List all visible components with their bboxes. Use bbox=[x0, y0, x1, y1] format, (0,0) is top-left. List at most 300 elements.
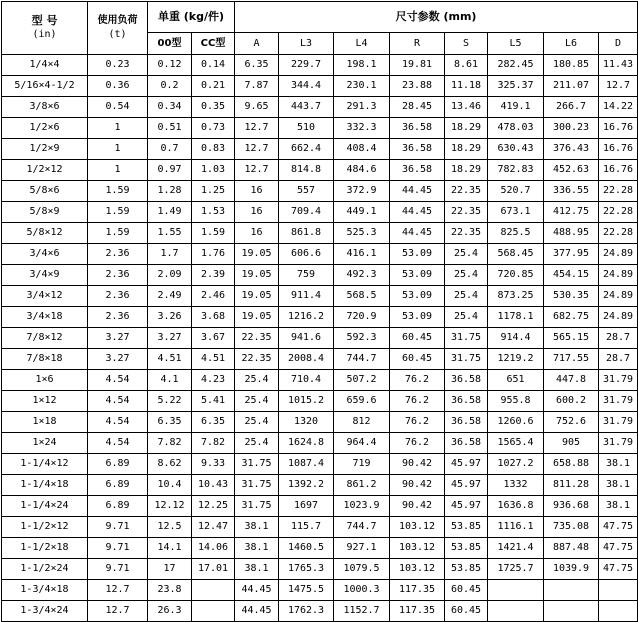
table-cell: 16.76 bbox=[599, 118, 638, 139]
table-cell: 25.4 bbox=[445, 307, 488, 328]
table-cell: 12.7 bbox=[88, 580, 148, 601]
table-cell: 1079.5 bbox=[334, 559, 390, 580]
table-cell: 5.22 bbox=[148, 391, 192, 412]
table-cell: 3/8×6 bbox=[2, 97, 88, 118]
table-cell: 282.45 bbox=[488, 55, 544, 76]
table-row bbox=[2, 181, 638, 202]
table-cell: 19.05 bbox=[235, 244, 279, 265]
table-cell: 12.7 bbox=[235, 160, 279, 181]
table-cell: 7.82 bbox=[148, 433, 192, 454]
table-cell: 720.85 bbox=[488, 265, 544, 286]
table-cell: 651 bbox=[488, 370, 544, 391]
table-cell: 955.8 bbox=[488, 391, 544, 412]
table-cell bbox=[488, 601, 544, 622]
table-cell: 53.09 bbox=[390, 307, 445, 328]
table-cell: 38.1 bbox=[235, 538, 279, 559]
table-cell: 24.89 bbox=[599, 244, 638, 265]
table-cell: 7/8×18 bbox=[2, 349, 88, 370]
table-cell: 1.76 bbox=[192, 244, 235, 265]
table-cell: 0.23 bbox=[88, 55, 148, 76]
table-cell: 36.58 bbox=[445, 412, 488, 433]
table-cell: 6.35 bbox=[192, 412, 235, 433]
table-cell: 1023.9 bbox=[334, 496, 390, 517]
table-cell: 606.6 bbox=[279, 244, 334, 265]
table-cell: 22.35 bbox=[235, 349, 279, 370]
table-cell: 291.3 bbox=[334, 97, 390, 118]
table-row bbox=[2, 223, 638, 244]
table-row bbox=[2, 265, 638, 286]
table-cell: 2.36 bbox=[88, 265, 148, 286]
table-cell bbox=[544, 601, 599, 622]
table-cell: 1.25 bbox=[192, 181, 235, 202]
col-header: A bbox=[235, 33, 279, 55]
table-cell: 6.89 bbox=[88, 496, 148, 517]
table-cell: 18.29 bbox=[445, 139, 488, 160]
table-cell: 17 bbox=[148, 559, 192, 580]
table-cell: 1624.8 bbox=[279, 433, 334, 454]
table-cell: 16 bbox=[235, 223, 279, 244]
table-cell: 6.35 bbox=[148, 412, 192, 433]
table-cell: 4.23 bbox=[192, 370, 235, 391]
table-cell: 19.05 bbox=[235, 286, 279, 307]
table-cell: 90.42 bbox=[390, 454, 445, 475]
table-cell: 4.51 bbox=[148, 349, 192, 370]
table-cell: 454.15 bbox=[544, 265, 599, 286]
table-cell: 22.28 bbox=[599, 181, 638, 202]
table-row bbox=[2, 496, 638, 517]
table-cell: 1-1/2×24 bbox=[2, 559, 88, 580]
table-cell: 12.7 bbox=[88, 601, 148, 622]
col-header: D bbox=[599, 33, 638, 55]
table-cell: 0.7 bbox=[148, 139, 192, 160]
table-cell bbox=[488, 580, 544, 601]
table-cell: 31.79 bbox=[599, 391, 638, 412]
table-row bbox=[2, 433, 638, 454]
table-cell: 5/8×12 bbox=[2, 223, 88, 244]
table-cell: 1087.4 bbox=[279, 454, 334, 475]
table-cell: 449.1 bbox=[334, 202, 390, 223]
table-cell: 372.9 bbox=[334, 181, 390, 202]
table-cell: 443.7 bbox=[279, 97, 334, 118]
table-cell: 0.36 bbox=[88, 76, 148, 97]
table-cell: 344.4 bbox=[279, 76, 334, 97]
table-cell: 0.14 bbox=[192, 55, 235, 76]
table-cell: 1×12 bbox=[2, 391, 88, 412]
table-cell: 117.35 bbox=[390, 580, 445, 601]
table-cell bbox=[192, 580, 235, 601]
table-cell: 336.55 bbox=[544, 181, 599, 202]
table-cell: 300.23 bbox=[544, 118, 599, 139]
table-cell: 38.1 bbox=[599, 496, 638, 517]
table-cell: 25.4 bbox=[445, 244, 488, 265]
table-cell: 103.12 bbox=[390, 517, 445, 538]
table-cell: 1-1/4×12 bbox=[2, 454, 88, 475]
table-cell: 717.55 bbox=[544, 349, 599, 370]
table-cell: 2.09 bbox=[148, 265, 192, 286]
table-cell: 3.26 bbox=[148, 307, 192, 328]
table-cell: 36.58 bbox=[445, 433, 488, 454]
table-cell: 60.45 bbox=[445, 580, 488, 601]
table-cell: 8.61 bbox=[445, 55, 488, 76]
weight-cc-header: CC型 bbox=[192, 33, 235, 55]
table-cell: 44.45 bbox=[390, 202, 445, 223]
table-cell: 76.2 bbox=[390, 370, 445, 391]
table-cell: 45.97 bbox=[445, 475, 488, 496]
table-cell: 22.35 bbox=[445, 181, 488, 202]
table-cell: 416.1 bbox=[334, 244, 390, 265]
col-header: L5 bbox=[488, 33, 544, 55]
spec-table bbox=[1, 1, 638, 622]
table-cell: 45.97 bbox=[445, 454, 488, 475]
table-cell: 12.25 bbox=[192, 496, 235, 517]
table-cell: 19.81 bbox=[390, 55, 445, 76]
table-cell: 31.75 bbox=[235, 454, 279, 475]
table-cell: 90.42 bbox=[390, 496, 445, 517]
table-cell: 1-1/2×18 bbox=[2, 538, 88, 559]
table-cell: 735.08 bbox=[544, 517, 599, 538]
table-row bbox=[2, 139, 638, 160]
table-cell: 4.51 bbox=[192, 349, 235, 370]
table-row bbox=[2, 160, 638, 181]
table-cell: 6.35 bbox=[235, 55, 279, 76]
table-cell: 1/2×9 bbox=[2, 139, 88, 160]
table-cell: 861.2 bbox=[334, 475, 390, 496]
table-cell: 408.4 bbox=[334, 139, 390, 160]
table-cell bbox=[192, 601, 235, 622]
table-cell: 1475.5 bbox=[279, 580, 334, 601]
load-header-label: 使用负荷 bbox=[97, 15, 138, 26]
table-cell: 492.3 bbox=[334, 265, 390, 286]
table-cell: 24.89 bbox=[599, 286, 638, 307]
table-cell: 76.2 bbox=[390, 412, 445, 433]
table-cell: 525.3 bbox=[334, 223, 390, 244]
table-cell: 2008.4 bbox=[279, 349, 334, 370]
table-cell: 12.5 bbox=[148, 517, 192, 538]
table-cell: 31.75 bbox=[445, 349, 488, 370]
table-cell: 44.45 bbox=[390, 181, 445, 202]
table-cell: 1636.8 bbox=[488, 496, 544, 517]
table-cell: 1-1/4×24 bbox=[2, 496, 88, 517]
table-cell: 1-1/4×18 bbox=[2, 475, 88, 496]
table-cell: 44.45 bbox=[390, 223, 445, 244]
table-cell: 38.1 bbox=[599, 454, 638, 475]
col-header: L6 bbox=[544, 33, 599, 55]
table-cell: 115.7 bbox=[279, 517, 334, 538]
table-cell: 23.88 bbox=[390, 76, 445, 97]
table-cell: 812 bbox=[334, 412, 390, 433]
table-cell: 1.03 bbox=[192, 160, 235, 181]
table-cell: 14.22 bbox=[599, 97, 638, 118]
table-row bbox=[2, 286, 638, 307]
table-cell: 2.39 bbox=[192, 265, 235, 286]
table-cell: 520.7 bbox=[488, 181, 544, 202]
table-cell: 478.03 bbox=[488, 118, 544, 139]
table-cell: 6.89 bbox=[88, 454, 148, 475]
table-cell: 7.82 bbox=[192, 433, 235, 454]
table-cell: 1.59 bbox=[88, 181, 148, 202]
table-cell: 19.05 bbox=[235, 307, 279, 328]
table-row bbox=[2, 517, 638, 538]
table-cell: 2.46 bbox=[192, 286, 235, 307]
col-header: L4 bbox=[334, 33, 390, 55]
table-cell: 0.2 bbox=[148, 76, 192, 97]
table-cell: 1.7 bbox=[148, 244, 192, 265]
table-cell: 709.4 bbox=[279, 202, 334, 223]
table-cell: 3.27 bbox=[88, 349, 148, 370]
table-cell: 16.76 bbox=[599, 160, 638, 181]
table-row bbox=[2, 202, 638, 223]
table-row bbox=[2, 370, 638, 391]
table-cell: 5/16×4-1/2 bbox=[2, 76, 88, 97]
table-cell: 1000.3 bbox=[334, 580, 390, 601]
table-cell: 12.7 bbox=[599, 76, 638, 97]
table-cell: 38.1 bbox=[599, 475, 638, 496]
table-cell: 782.83 bbox=[488, 160, 544, 181]
table-cell: 1039.9 bbox=[544, 559, 599, 580]
table-cell: 1 bbox=[88, 160, 148, 181]
table-cell: 861.8 bbox=[279, 223, 334, 244]
table-cell: 14.1 bbox=[148, 538, 192, 559]
table-row bbox=[2, 601, 638, 622]
table-cell: 4.54 bbox=[88, 391, 148, 412]
col-header: S bbox=[445, 33, 488, 55]
table-row bbox=[2, 538, 638, 559]
table-cell: 18.29 bbox=[445, 118, 488, 139]
table-cell: 36.58 bbox=[390, 160, 445, 181]
table-cell: 45.97 bbox=[445, 496, 488, 517]
table-cell: 230.1 bbox=[334, 76, 390, 97]
table-cell: 3/4×18 bbox=[2, 307, 88, 328]
table-row bbox=[2, 391, 638, 412]
table-cell: 0.21 bbox=[192, 76, 235, 97]
table-cell: 1762.3 bbox=[279, 601, 334, 622]
table-body bbox=[2, 55, 638, 622]
table-cell: 1-3/4×18 bbox=[2, 580, 88, 601]
table-row bbox=[2, 475, 638, 496]
table-cell: 3/4×9 bbox=[2, 265, 88, 286]
table-cell: 419.1 bbox=[488, 97, 544, 118]
table-cell: 9.33 bbox=[192, 454, 235, 475]
table-cell: 1×24 bbox=[2, 433, 88, 454]
table-cell: 8.62 bbox=[148, 454, 192, 475]
table-cell: 1421.4 bbox=[488, 538, 544, 559]
table-row bbox=[2, 118, 638, 139]
table-cell: 1392.2 bbox=[279, 475, 334, 496]
load-header bbox=[88, 2, 148, 55]
table-cell: 673.1 bbox=[488, 202, 544, 223]
col-header: L3 bbox=[279, 33, 334, 55]
table-cell: 811.28 bbox=[544, 475, 599, 496]
table-cell: 1460.5 bbox=[279, 538, 334, 559]
table-cell: 2.36 bbox=[88, 244, 148, 265]
table-cell: 0.51 bbox=[148, 118, 192, 139]
table-row bbox=[2, 307, 638, 328]
table-cell: 2.36 bbox=[88, 307, 148, 328]
table-row bbox=[2, 244, 638, 265]
table-cell: 229.7 bbox=[279, 55, 334, 76]
table-cell: 28.7 bbox=[599, 328, 638, 349]
table-cell: 0.54 bbox=[88, 97, 148, 118]
table-cell: 53.09 bbox=[390, 265, 445, 286]
table-cell: 568.45 bbox=[488, 244, 544, 265]
table-cell: 266.7 bbox=[544, 97, 599, 118]
table-cell: 1320 bbox=[279, 412, 334, 433]
table-cell: 1-3/4×24 bbox=[2, 601, 88, 622]
weight-00-header: 00型 bbox=[148, 33, 192, 55]
table-cell: 25.4 bbox=[235, 412, 279, 433]
table-cell: 557 bbox=[279, 181, 334, 202]
table-cell: 332.3 bbox=[334, 118, 390, 139]
table-cell: 5/8×6 bbox=[2, 181, 88, 202]
table-cell: 25.4 bbox=[235, 370, 279, 391]
table-cell: 4.54 bbox=[88, 433, 148, 454]
table-cell: 3/4×6 bbox=[2, 244, 88, 265]
table-cell: 36.58 bbox=[445, 370, 488, 391]
load-header-unit: (t) bbox=[108, 29, 127, 40]
table-cell: 0.83 bbox=[192, 139, 235, 160]
table-cell: 0.35 bbox=[192, 97, 235, 118]
table-cell: 4.54 bbox=[88, 412, 148, 433]
table-cell: 752.6 bbox=[544, 412, 599, 433]
table-cell: 1116.1 bbox=[488, 517, 544, 538]
table-cell: 0.34 bbox=[148, 97, 192, 118]
table-cell: 568.5 bbox=[334, 286, 390, 307]
table-cell: 484.6 bbox=[334, 160, 390, 181]
table-cell: 1.59 bbox=[88, 202, 148, 223]
table-cell: 325.37 bbox=[488, 76, 544, 97]
table-cell: 4.54 bbox=[88, 370, 148, 391]
table-cell: 7/8×12 bbox=[2, 328, 88, 349]
table-cell: 1 bbox=[88, 139, 148, 160]
table-row bbox=[2, 454, 638, 475]
table-cell: 10.43 bbox=[192, 475, 235, 496]
table-cell: 53.85 bbox=[445, 517, 488, 538]
table-cell: 28.7 bbox=[599, 349, 638, 370]
table-cell: 47.75 bbox=[599, 559, 638, 580]
table-cell: 31.75 bbox=[235, 496, 279, 517]
table-cell: 488.95 bbox=[544, 223, 599, 244]
table-cell: 1×6 bbox=[2, 370, 88, 391]
table-cell: 5.41 bbox=[192, 391, 235, 412]
table-cell: 117.35 bbox=[390, 601, 445, 622]
table-cell: 744.7 bbox=[334, 517, 390, 538]
table-cell: 936.68 bbox=[544, 496, 599, 517]
table-cell: 9.65 bbox=[235, 97, 279, 118]
table-cell: 1332 bbox=[488, 475, 544, 496]
table-cell: 28.45 bbox=[390, 97, 445, 118]
table-cell: 12.12 bbox=[148, 496, 192, 517]
table-cell: 12.7 bbox=[235, 139, 279, 160]
table-cell: 16 bbox=[235, 181, 279, 202]
table-cell: 1152.7 bbox=[334, 601, 390, 622]
table-cell: 24.89 bbox=[599, 307, 638, 328]
table-cell: 1697 bbox=[279, 496, 334, 517]
table-cell: 1.53 bbox=[192, 202, 235, 223]
table-cell: 1.55 bbox=[148, 223, 192, 244]
table-cell: 60.45 bbox=[390, 328, 445, 349]
table-cell: 510 bbox=[279, 118, 334, 139]
table-row bbox=[2, 76, 638, 97]
table-cell: 452.63 bbox=[544, 160, 599, 181]
table-cell: 38.1 bbox=[235, 559, 279, 580]
dims-header: 尺寸参数 (mm) bbox=[235, 2, 638, 33]
table-cell: 744.7 bbox=[334, 349, 390, 370]
table-cell: 600.2 bbox=[544, 391, 599, 412]
table-cell: 23.8 bbox=[148, 580, 192, 601]
table-cell: 1/2×6 bbox=[2, 118, 88, 139]
table-cell: 53.09 bbox=[390, 286, 445, 307]
table-cell: 662.4 bbox=[279, 139, 334, 160]
table-cell: 76.2 bbox=[390, 391, 445, 412]
table-cell: 7.87 bbox=[235, 76, 279, 97]
table-cell: 1/2×12 bbox=[2, 160, 88, 181]
table-cell: 1.28 bbox=[148, 181, 192, 202]
model-header-label: 型 号 bbox=[31, 14, 58, 27]
table-cell: 1178.1 bbox=[488, 307, 544, 328]
table-cell: 759 bbox=[279, 265, 334, 286]
table-cell: 905 bbox=[544, 433, 599, 454]
table-cell: 11.43 bbox=[599, 55, 638, 76]
table-cell: 1/4×4 bbox=[2, 55, 88, 76]
table-row bbox=[2, 97, 638, 118]
table-cell: 1219.2 bbox=[488, 349, 544, 370]
table-cell: 814.8 bbox=[279, 160, 334, 181]
table-cell: 60.45 bbox=[390, 349, 445, 370]
table-cell: 22.28 bbox=[599, 223, 638, 244]
table-cell: 22.35 bbox=[445, 223, 488, 244]
table-cell: 31.79 bbox=[599, 370, 638, 391]
table-cell: 13.46 bbox=[445, 97, 488, 118]
table-cell: 16 bbox=[235, 202, 279, 223]
table-cell: 1765.3 bbox=[279, 559, 334, 580]
table-cell: 914.4 bbox=[488, 328, 544, 349]
table-cell: 0.97 bbox=[148, 160, 192, 181]
table-cell: 447.8 bbox=[544, 370, 599, 391]
table-cell: 38.1 bbox=[235, 517, 279, 538]
table-cell: 10.4 bbox=[148, 475, 192, 496]
table-cell: 565.15 bbox=[544, 328, 599, 349]
table-cell: 2.36 bbox=[88, 286, 148, 307]
model-header-unit: (in) bbox=[32, 29, 57, 40]
table-cell: 90.42 bbox=[390, 475, 445, 496]
table-cell: 22.28 bbox=[599, 202, 638, 223]
table-cell: 44.45 bbox=[235, 601, 279, 622]
table-cell: 719 bbox=[334, 454, 390, 475]
table-cell: 17.01 bbox=[192, 559, 235, 580]
table-cell: 12.7 bbox=[235, 118, 279, 139]
table-cell: 47.75 bbox=[599, 517, 638, 538]
table-cell: 5/8×9 bbox=[2, 202, 88, 223]
table-cell: 530.35 bbox=[544, 286, 599, 307]
table-cell: 377.95 bbox=[544, 244, 599, 265]
table-cell bbox=[599, 580, 638, 601]
table-cell: 9.71 bbox=[88, 538, 148, 559]
table-cell: 2.49 bbox=[148, 286, 192, 307]
table-cell: 507.2 bbox=[334, 370, 390, 391]
table-cell: 927.1 bbox=[334, 538, 390, 559]
table-cell: 376.43 bbox=[544, 139, 599, 160]
table-row bbox=[2, 559, 638, 580]
table-cell: 1×18 bbox=[2, 412, 88, 433]
table-cell: 24.89 bbox=[599, 265, 638, 286]
table-cell: 1216.2 bbox=[279, 307, 334, 328]
table-cell: 12.47 bbox=[192, 517, 235, 538]
table-cell: 103.12 bbox=[390, 538, 445, 559]
table-cell: 36.58 bbox=[445, 391, 488, 412]
table-cell: 887.48 bbox=[544, 538, 599, 559]
table-cell: 53.85 bbox=[445, 538, 488, 559]
weight-header: 单重 (kg/件) bbox=[148, 2, 235, 33]
